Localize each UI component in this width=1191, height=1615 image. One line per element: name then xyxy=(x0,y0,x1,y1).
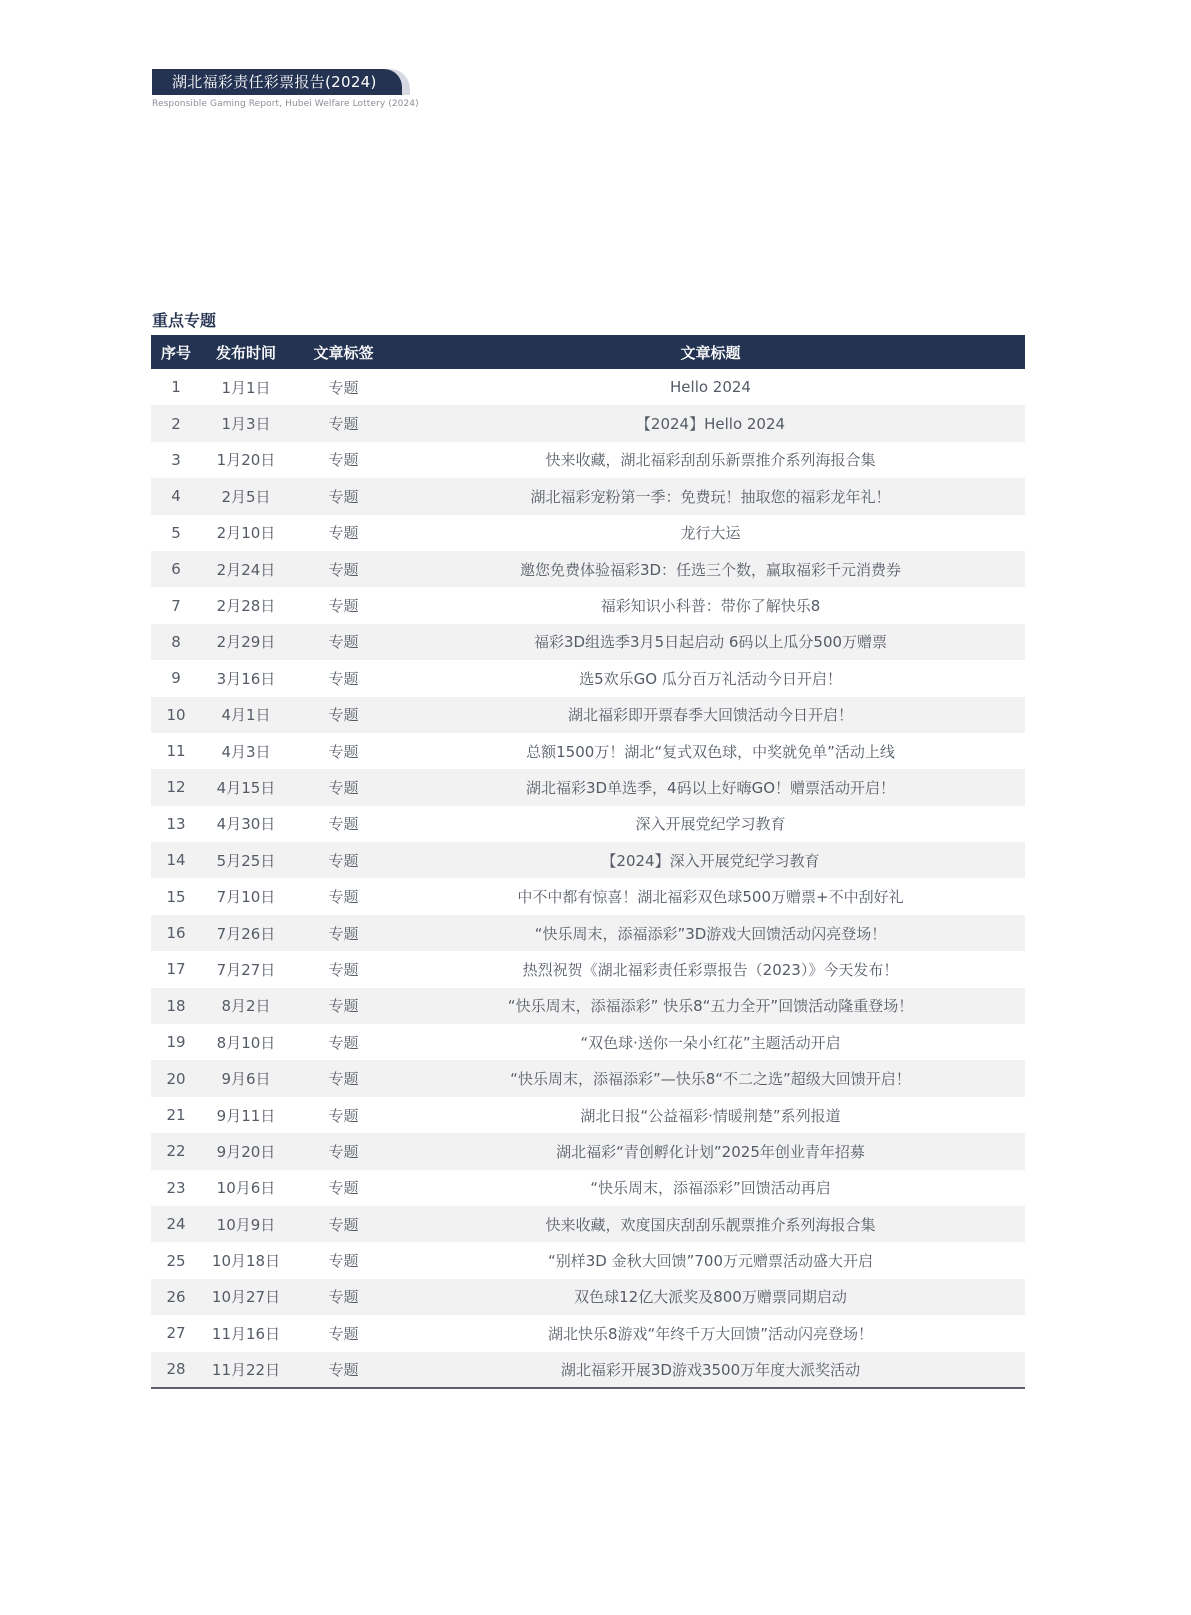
topics-table xyxy=(151,335,1025,1389)
column-header-date: 发布时间 xyxy=(201,335,291,369)
row-number: 27 xyxy=(166,1324,186,1343)
row-date: 7月10日 xyxy=(216,888,276,907)
row-number: 10 xyxy=(151,697,201,733)
row-number: 3 xyxy=(171,450,181,469)
row-number: 17 xyxy=(166,960,186,979)
row-title: 福彩3D组选季3月5日起启动 6码以上瓜分500万赠票 xyxy=(396,624,1025,660)
row-number: 21 xyxy=(166,1106,186,1124)
table-row xyxy=(151,1133,1025,1169)
table-body xyxy=(151,369,1025,1388)
row-tag: 专题 xyxy=(328,1179,359,1198)
row-date: 11月22日 xyxy=(201,1352,291,1388)
table-row xyxy=(151,551,1025,587)
row-title: Hello 2024 xyxy=(670,378,751,397)
row-date: 10月6日 xyxy=(216,1179,276,1198)
row-tag: 专题 xyxy=(328,1324,359,1343)
row-number: 1 xyxy=(171,378,181,397)
table-row xyxy=(151,878,1025,914)
row-tag: 专题 xyxy=(291,405,396,441)
report-subtitle: Responsible Gaming Report, Hubei Welfare Lottery (2024) xyxy=(152,99,419,109)
table-row xyxy=(151,1206,1025,1242)
table-row xyxy=(151,1170,1025,1206)
table-row xyxy=(151,806,1025,842)
row-title: 湖北日报“公益福彩·情暖荆楚”系列报道 xyxy=(580,1106,841,1125)
row-tag: 专题 xyxy=(328,815,359,834)
table-row xyxy=(151,988,1025,1024)
column-header-number: 序号 xyxy=(151,335,201,369)
row-date: 4月1日 xyxy=(201,697,291,733)
table-row xyxy=(151,733,1025,769)
row-title: 总额1500万！湖北“复式双色球，中奖就免单”活动上线 xyxy=(526,742,895,761)
row-date: 10月27日 xyxy=(201,1279,291,1315)
table-row xyxy=(151,1060,1025,1096)
row-number: 5 xyxy=(171,523,181,542)
row-date: 9月6日 xyxy=(201,1060,291,1096)
row-number: 22 xyxy=(151,1133,201,1169)
row-date: 2月28日 xyxy=(216,597,276,616)
row-date: 7月26日 xyxy=(201,915,291,951)
table-row xyxy=(151,478,1025,514)
row-tag: 专题 xyxy=(291,1206,396,1242)
row-tag: 专题 xyxy=(328,524,359,543)
table-row xyxy=(151,405,1025,441)
row-tag: 专题 xyxy=(291,1279,396,1315)
row-tag: 专题 xyxy=(328,960,359,979)
row-tag: 专题 xyxy=(291,1060,396,1096)
row-tag: 专题 xyxy=(291,551,396,587)
row-number: 24 xyxy=(151,1206,201,1242)
row-title: 湖北快乐8游戏“年终千万大回馈”活动闪亮登场！ xyxy=(547,1324,874,1343)
row-title: 湖北福彩开展3D游戏3500万年度大派奖活动 xyxy=(396,1352,1025,1388)
row-date: 5月25日 xyxy=(201,842,291,878)
row-title: 【2024】深入开展党纪学习教育 xyxy=(396,842,1025,878)
row-tag: 专题 xyxy=(328,1106,359,1125)
row-tag: 专题 xyxy=(328,669,359,688)
row-tag: 专题 xyxy=(291,915,396,951)
row-number: 18 xyxy=(151,988,201,1024)
column-header-tag: 文章标签 xyxy=(291,335,396,369)
row-tag: 专题 xyxy=(328,597,359,616)
row-date: 2月10日 xyxy=(216,524,276,543)
row-tag: 专题 xyxy=(328,1033,359,1052)
row-title: 快来收藏，欢度国庆刮刮乐靓票推介系列海报合集 xyxy=(396,1206,1025,1242)
row-title: “快乐周末，添福添彩”—快乐8“不二之选”超级大回馈开启！ xyxy=(396,1060,1025,1096)
row-title: 中不中都有惊喜！湖北福彩双色球500万赠票+不中刮好礼 xyxy=(517,888,904,907)
row-number: 19 xyxy=(166,1033,186,1052)
row-tag: 专题 xyxy=(328,378,359,397)
table-row xyxy=(151,1279,1025,1315)
row-tag: 专题 xyxy=(291,478,396,514)
table-row xyxy=(151,442,1025,478)
table-row xyxy=(151,1242,1025,1278)
row-number: 9 xyxy=(171,669,181,688)
table-row xyxy=(151,697,1025,733)
table-header-row xyxy=(151,335,1025,369)
row-number: 8 xyxy=(151,624,201,660)
row-number: 11 xyxy=(166,742,186,761)
column-header-title: 文章标题 xyxy=(396,335,1025,369)
row-title: 湖北福彩“青创孵化计划”2025年创业青年招募 xyxy=(396,1133,1025,1169)
row-date: 4月30日 xyxy=(216,815,276,834)
row-title: 热烈祝贺《湖北福彩责任彩票报告（2023）》今天发布！ xyxy=(522,960,899,979)
row-date: 9月20日 xyxy=(201,1133,291,1169)
row-title: 【2024】Hello 2024 xyxy=(396,405,1025,441)
row-title: “快乐周末，添福添彩”回馈活动再启 xyxy=(590,1179,831,1198)
row-number: 26 xyxy=(151,1279,201,1315)
table-row xyxy=(151,1352,1025,1388)
row-number: 25 xyxy=(166,1251,186,1270)
row-title: “快乐周末，添福添彩”3D游戏大回馈活动闪亮登场！ xyxy=(396,915,1025,951)
section-title: 重点专题 xyxy=(152,311,217,330)
table-row xyxy=(151,1315,1025,1351)
row-title: 湖北福彩宠粉第一季：免费玩！抽取您的福彩龙年礼！ xyxy=(396,478,1025,514)
row-date: 8月10日 xyxy=(216,1033,276,1052)
row-date: 9月11日 xyxy=(216,1106,276,1125)
table-row xyxy=(151,660,1025,696)
table-row xyxy=(151,769,1025,805)
row-number: 20 xyxy=(151,1060,201,1096)
table-row xyxy=(151,624,1025,660)
row-title: 双色球12亿大派奖及800万赠票同期启动 xyxy=(396,1279,1025,1315)
row-title: 龙行大运 xyxy=(680,524,741,543)
row-number: 23 xyxy=(166,1178,186,1197)
row-tag: 专题 xyxy=(291,624,396,660)
row-title: 深入开展党纪学习教育 xyxy=(635,815,786,834)
row-date: 10月9日 xyxy=(201,1206,291,1242)
row-tag: 专题 xyxy=(328,1252,359,1271)
row-title: 邀您免费体验福彩3D：任选三个数，赢取福彩千元消费券 xyxy=(396,551,1025,587)
row-date: 2月5日 xyxy=(201,478,291,514)
row-date: 1月1日 xyxy=(221,378,271,397)
row-title: “快乐周末，添福添彩” 快乐8“五力全开”回馈活动隆重登场！ xyxy=(396,988,1025,1024)
report-title: 湖北福彩责任彩票报告(2024) xyxy=(172,73,377,91)
row-number: 6 xyxy=(151,551,201,587)
row-tag: 专题 xyxy=(291,988,396,1024)
row-date: 4月3日 xyxy=(221,742,271,761)
row-date: 8月2日 xyxy=(201,988,291,1024)
row-number: 28 xyxy=(151,1352,201,1388)
row-date: 1月3日 xyxy=(201,405,291,441)
row-title: 湖北福彩3D单选季，4码以上好嗨GO！赠票活动开启！ xyxy=(396,769,1025,805)
row-date: 10月18日 xyxy=(211,1252,281,1271)
row-title: 湖北福彩即开票春季大回馈活动今日开启！ xyxy=(396,697,1025,733)
row-number: 13 xyxy=(166,814,186,833)
row-tag: 专题 xyxy=(328,888,359,907)
row-tag: 专题 xyxy=(291,1133,396,1169)
row-tag: 专题 xyxy=(291,769,396,805)
row-number: 14 xyxy=(151,842,201,878)
row-title: 选5欢乐GO 瓜分百万礼活动今日开启！ xyxy=(579,669,842,688)
row-title: 快来收藏，湖北福彩刮刮乐新票推介系列海报合集 xyxy=(545,451,876,470)
row-tag: 专题 xyxy=(291,697,396,733)
row-date: 11月16日 xyxy=(211,1324,281,1343)
row-tag: 专题 xyxy=(328,451,359,470)
row-date: 2月29日 xyxy=(201,624,291,660)
row-number: 12 xyxy=(151,769,201,805)
row-date: 7月27日 xyxy=(216,960,276,979)
row-date: 1月20日 xyxy=(216,451,276,470)
row-tag: 专题 xyxy=(291,1352,396,1388)
table-row xyxy=(151,1097,1025,1133)
table-row xyxy=(151,842,1025,878)
row-number: 15 xyxy=(166,887,186,906)
row-number: 7 xyxy=(171,596,181,615)
row-date: 2月24日 xyxy=(201,551,291,587)
table-row xyxy=(151,915,1025,951)
table-row xyxy=(151,515,1025,551)
row-tag: 专题 xyxy=(328,742,359,761)
row-date: 3月16日 xyxy=(216,669,276,688)
row-title: “别样3D 金秋大回馈”700万元赠票活动盛大开启 xyxy=(547,1252,874,1271)
row-title: 福彩知识小科普：带你了解快乐8 xyxy=(600,597,821,616)
table-row xyxy=(151,369,1025,405)
table-row xyxy=(151,951,1025,987)
row-number: 16 xyxy=(151,915,201,951)
table-row xyxy=(151,1024,1025,1060)
row-number: 2 xyxy=(151,405,201,441)
row-date: 4月15日 xyxy=(201,769,291,805)
row-number: 4 xyxy=(151,478,201,514)
row-tag: 专题 xyxy=(291,842,396,878)
table-row xyxy=(151,587,1025,623)
row-title: “双色球·送你一朵小红花”主题活动开启 xyxy=(580,1033,841,1052)
